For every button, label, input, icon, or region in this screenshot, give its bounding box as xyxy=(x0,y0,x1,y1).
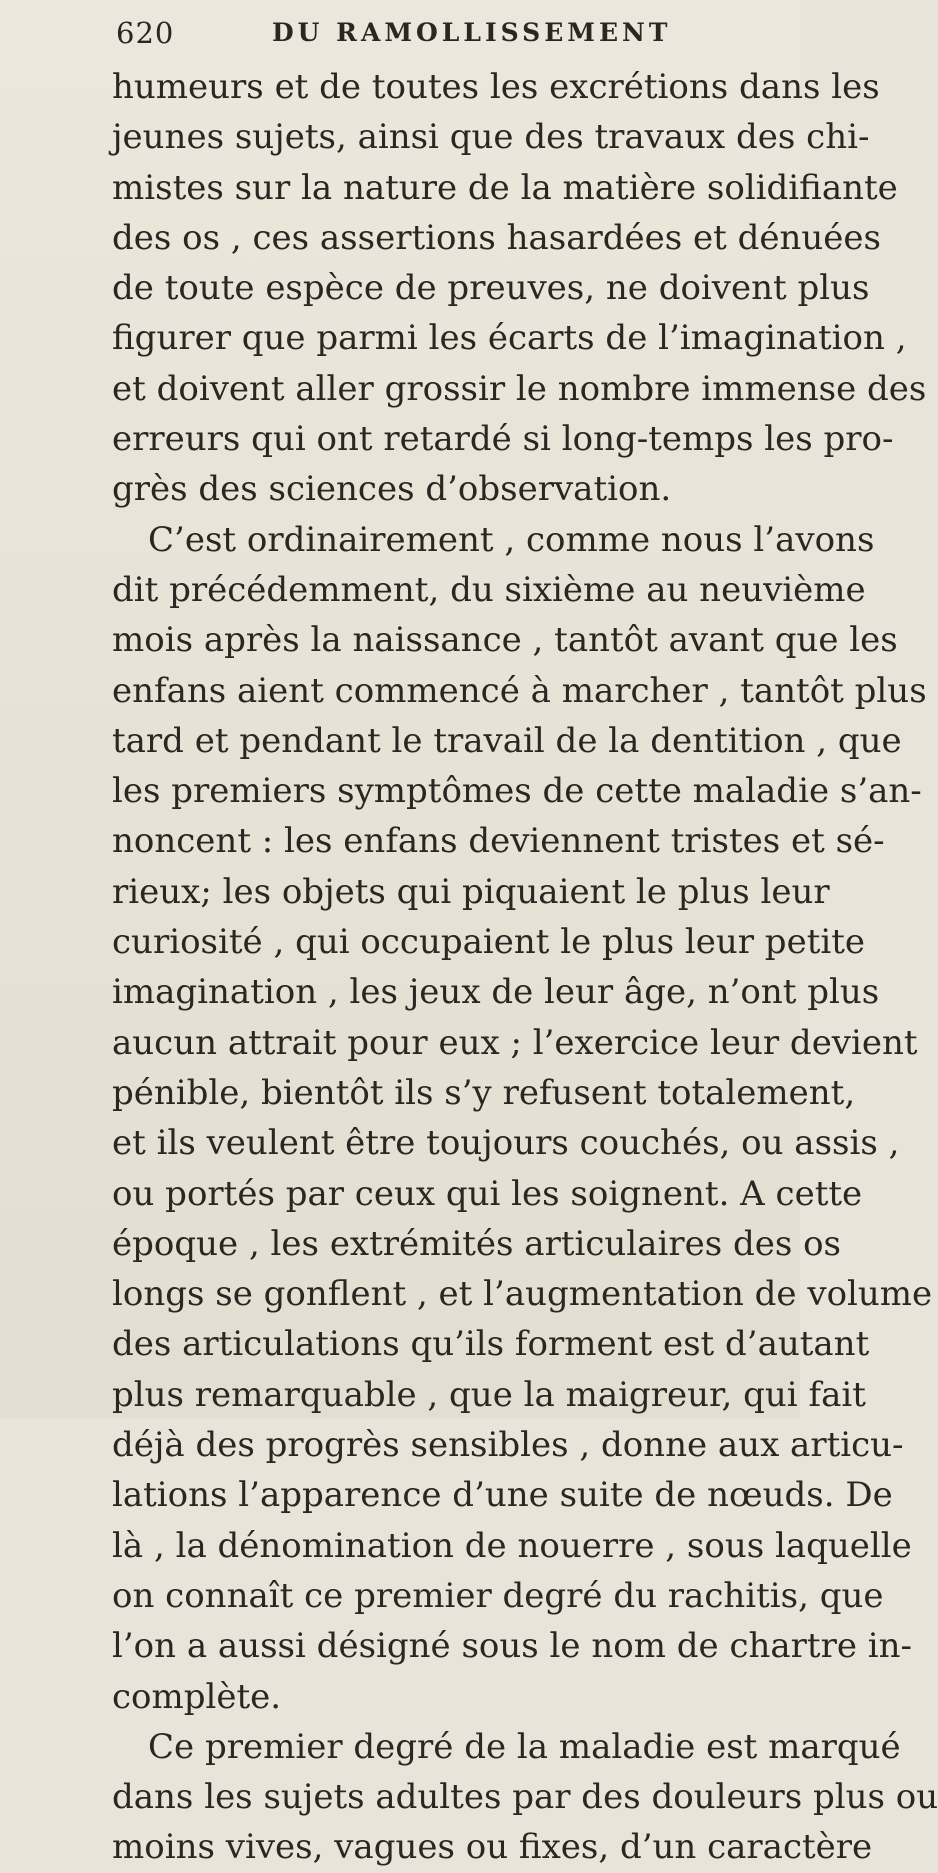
text-line: déjà des progrès sensibles , donne aux articu- xyxy=(112,1425,904,1466)
text-line: plus remarquable , que la maigreur, qui fait xyxy=(112,1374,866,1415)
running-head xyxy=(72,16,770,50)
text-line: C’est ordinairement , comme nous l’avons xyxy=(148,519,875,560)
text-line: figurer que parmi les écarts de l’imagination , xyxy=(112,318,907,359)
text-line: ou portés par ceux qui les soignent. A cette xyxy=(112,1173,863,1214)
text-line: lations l’apparence d’une suite de nœuds. De xyxy=(112,1475,893,1516)
text-line: complète. xyxy=(112,1676,282,1717)
text-line: des articulations qu’ils forment est d’autant xyxy=(112,1324,870,1365)
text-line: mistes sur la nature de la matière solidifiante xyxy=(112,167,898,208)
text-line: là , la dénomination de nouerre , sous laquelle xyxy=(112,1525,912,1566)
text-line: et ils veulent être toujours couchés, ou assis , xyxy=(112,1123,900,1164)
page-number: 620 xyxy=(116,16,175,50)
text-line: les premiers symptômes de cette maladie s’an- xyxy=(112,771,922,812)
text-line: humeurs et de toutes les excrétions dans les xyxy=(112,67,880,107)
text-line: de toute espèce de preuves, ne doivent plus xyxy=(112,268,870,309)
text-line: pénible, bientôt ils s’y refusent totalement, xyxy=(112,1072,856,1113)
text-line: mois après la naissance , tantôt avant que les xyxy=(112,620,898,661)
running-title: DU RAMOLLISSEMENT xyxy=(272,18,672,47)
text-line: dit précédemment, du sixième au neuvième xyxy=(112,569,866,610)
text-line: tard et pendant le travail de la dentition , que xyxy=(112,720,902,761)
text-line: Ce premier degré de la maladie est marqué xyxy=(148,1726,901,1767)
text-line: longs se gonflent , et l’augmentation de volume xyxy=(112,1274,933,1315)
text-line: aucun attrait pour eux ; l’exercice leur devient xyxy=(112,1022,918,1063)
text-line: enfans aient commencé à marcher , tantôt plus xyxy=(112,670,927,711)
text-line: moins vives, vagues ou fixes, d’un caractère xyxy=(112,1827,873,1868)
text-line: imagination , les jeux de leur âge, n’ont plus xyxy=(112,972,880,1013)
text-line: noncent : les enfans deviennent tristes et sé- xyxy=(112,821,885,862)
text-line: jeunes sujets, ainsi que des travaux des chi- xyxy=(112,117,870,158)
text-line: grès des sciences d’observation. xyxy=(112,469,672,510)
text-line: curiosité , qui occupaient le plus leur petite xyxy=(112,922,866,963)
text-line: époque , les extrémités articulaires des os xyxy=(112,1223,842,1264)
text-line: dans les sujets adultes par des douleurs plus ou xyxy=(112,1777,938,1818)
text-line: l’on a aussi désigné sous le nom de chartre in- xyxy=(112,1626,913,1667)
text-line: rieux; les objets qui piquaient le plus leur xyxy=(112,871,830,912)
text-line: des os , ces assertions hasardées et dénuées xyxy=(112,217,881,258)
text-line: erreurs qui ont retardé si long-temps les pro- xyxy=(112,419,894,460)
body-text xyxy=(72,62,938,1873)
text-line: on connaît ce premier degré du rachitis, que xyxy=(112,1575,884,1616)
text-line: et doivent aller grossir le nombre immense des xyxy=(112,368,927,409)
